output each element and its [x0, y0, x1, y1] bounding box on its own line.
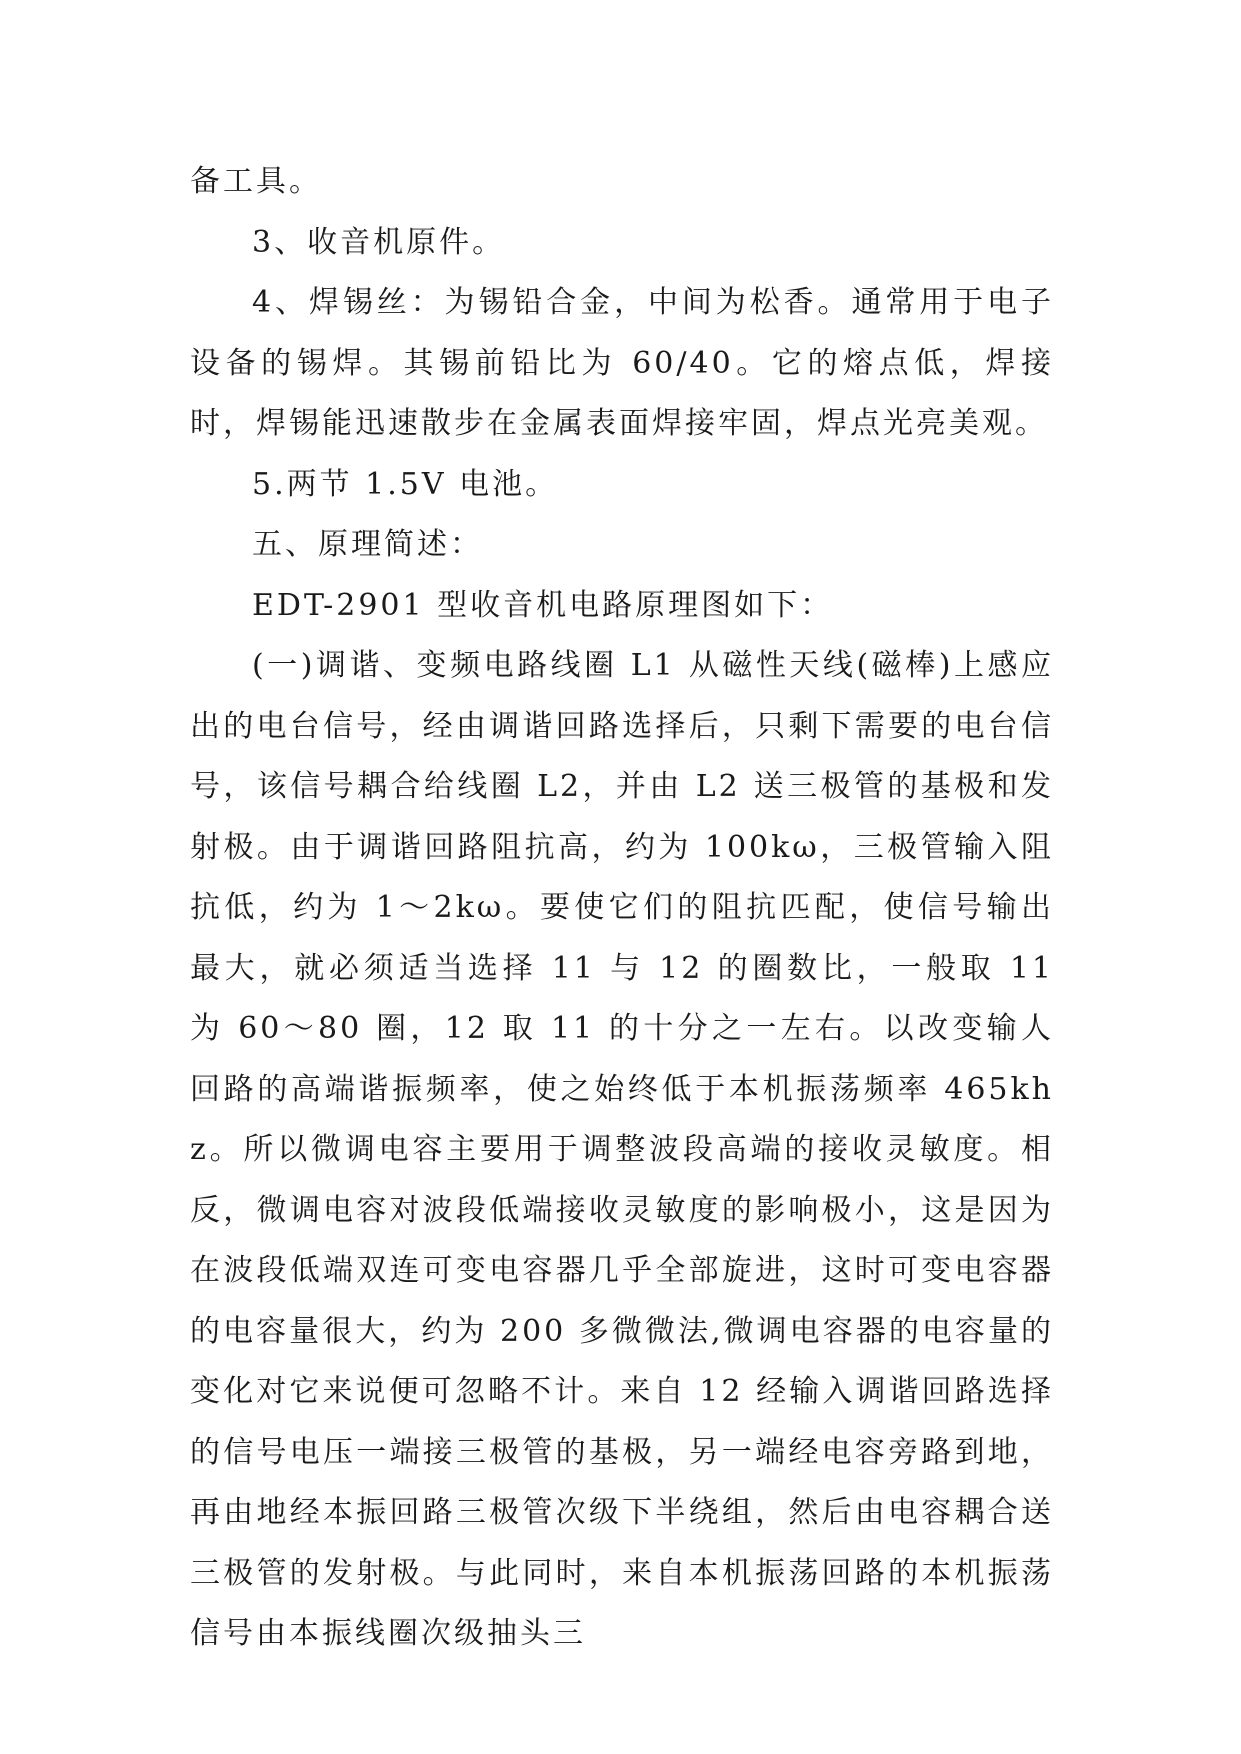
paragraph-body: (一)调谐、变频电路线圈 L1 从磁性天线(磁棒)上感应出的电台信号，经由调谐回路选择后，只剩下需要的电台信号，该信号耦合给线圈 L2，并由 L2 送三极管的基极和发射极。由于调谐回路阻抗高，约为 100kω，三极管输入阻抗低，约为 1～2kω。要使它们的阻抗匹配，使信号输出最大，就必须适当选择 11 与 12 的圈数比，一般取 11 为 60～80 圈，12 取 11 的十分之一左右。以改变输人回路的高端谐振频率，使之始终低于本机振荡频率 465khz。所以微调电容主要用于调整波段高端的接收灵敏度。相反，微调电容对波段低端接收灵敏度的影响极小，这是因为在波段低端双连可变电容器几乎全部旋进，这时可变电容器的电容量很大，约为 200 多微微法,微调电容器的电容量的变化对它来说便可忽略不计。来自 12 经输入调谐回路选择的信号电压一端接三极管的基极，另一端经电容旁路到地，再由地经本振回路三极管次级下半绕组，然后由电容耦合送三极管的发射极。与此同时，来自本机振荡回路的本机振荡信号由本振线圈次级抽头三: [190, 648, 1054, 1651]
paragraph-item-4: 4、焊锡丝：为锡铅合金，中间为松香。通常用于电子设备的锡焊。其锡前铅比为 60/40。它的熔点低，焊接时，焊锡能迅速散步在金属表面焊接牢固，焊点光亮美观。: [190, 285, 1054, 441]
paragraph-item-5: 5.两节 1.5V 电池。: [252, 466, 559, 502]
paragraph-continuation: 备工具。: [190, 164, 322, 199]
section-heading: 五、原理简述：: [252, 527, 483, 562]
document-page: [190, 152, 1054, 1665]
paragraph-item-3: 3、收音机原件。: [252, 224, 506, 260]
paragraph-intro: EDT-2901 型收音机电路原理图如下：: [252, 587, 834, 623]
